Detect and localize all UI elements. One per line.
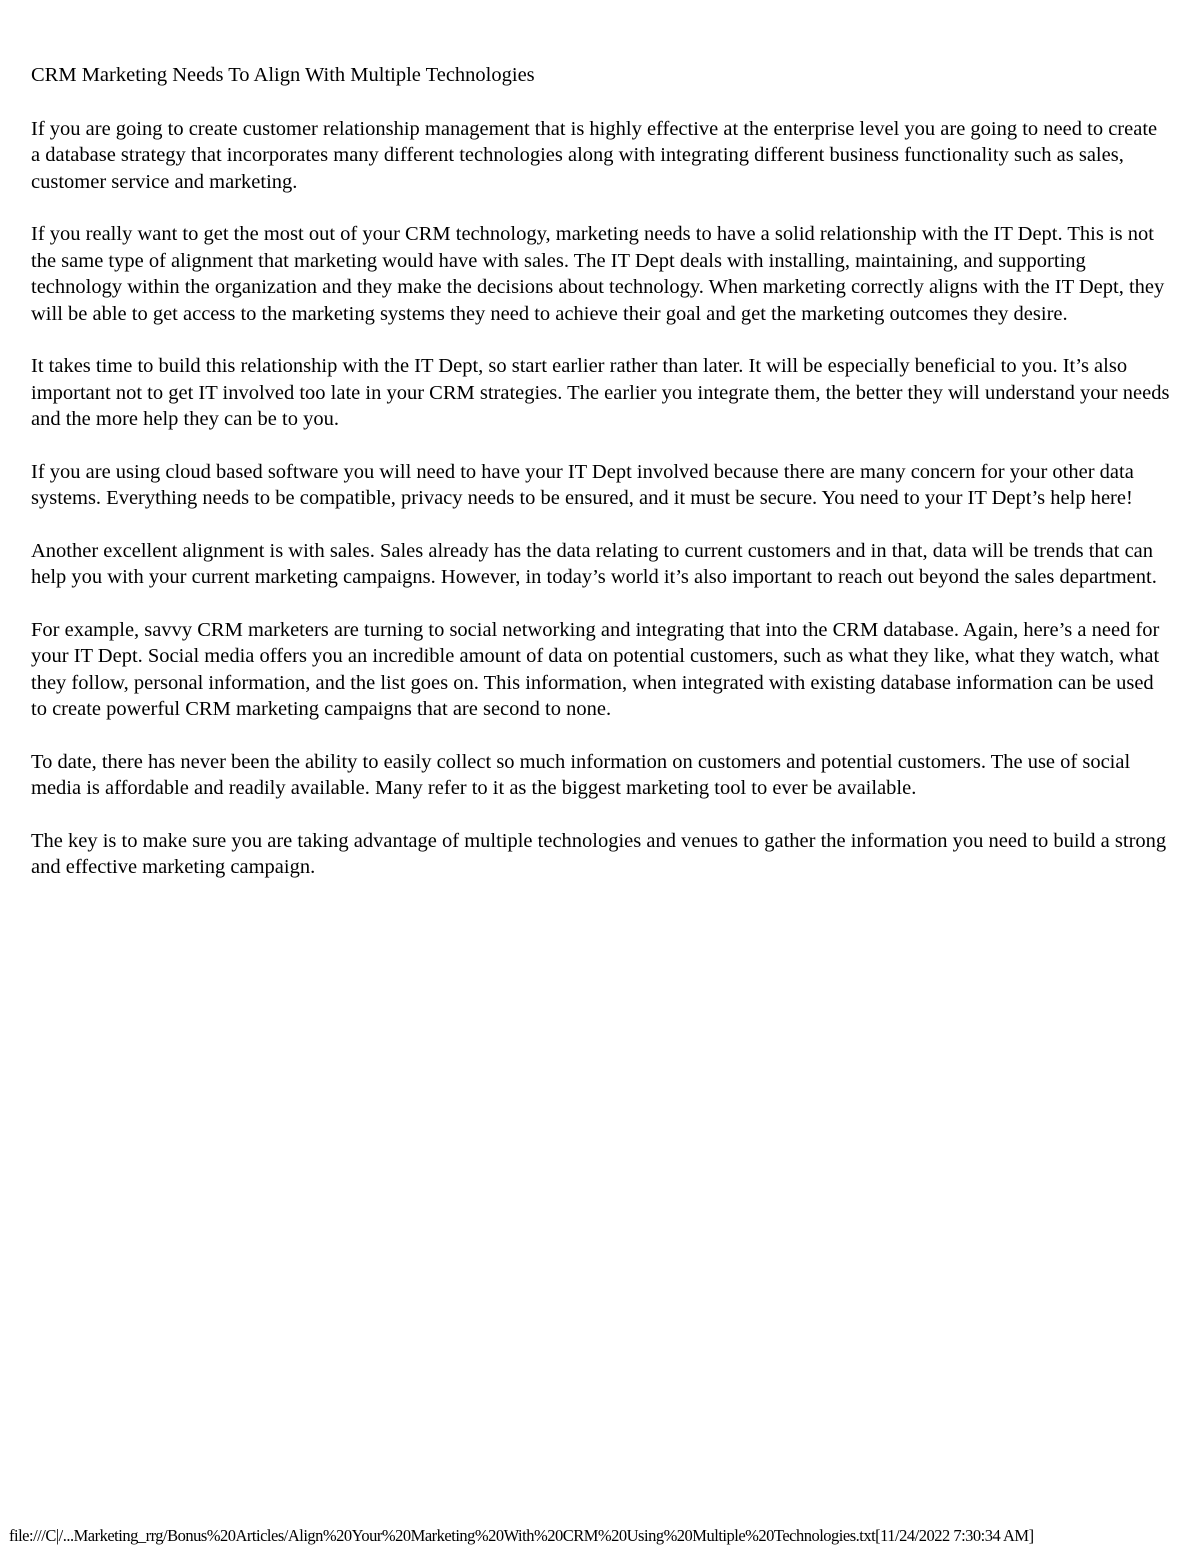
paragraph: If you are using cloud based software you will need to have your IT Dept involved because there are many concern for your other data systems. Everything needs to be compatible, privacy needs to be ensured, and it must be secure. You need to your IT Dept’s help here! — [31, 460, 1134, 509]
paragraph: For example, savvy CRM marketers are turning to social networking and integrating that into the CRM database. Again, here’s a need for your IT Dept. Social media offers you an incredible amount of data on potential customers, such as what they like, what they watch, what they follow, personal information, and the list goes on. This information, when integrated with existing database information can be used to create powerful CRM marketing campaigns that are second to none. — [31, 618, 1160, 720]
paragraph: Another excellent alignment is with sales. Sales already has the data relating to current customers and in that, data will be trends that can help you with your current marketing campaigns. However, in today’s world it’s also important to reach out beyond the sales department. — [31, 539, 1157, 588]
document-body — [31, 62, 1171, 907]
paragraph: To date, there has never been the ability to easily collect so much information on customers and potential customers. The use of social media is affordable and readily available. Many refer to it as the biggest marketing tool to ever be available. — [31, 750, 1131, 799]
print-footer-path: file:///C|/...Marketing_rrg/Bonus%20Articles/Align%20Your%20Marketing%20With%20CRM%20Using%20Multiple%20Technologies.txt[11/24/2022 7:30:34 AM] — [9, 1526, 1034, 1545]
paragraph: If you are going to create customer relationship management that is highly effective at the enterprise level you are going to need to create a database strategy that incorporates many different technologies along with integrating different business functionality such as sales, customer service and marketing. — [31, 117, 1158, 193]
paragraph: If you really want to get the most out of your CRM technology, marketing needs to have a solid relationship with the IT Dept. This is not the same type of alignment that marketing would have with sales. The IT Dept deals with installing, maintaining, and supporting technology within the organization and they make the decisions about technology. When marketing correctly aligns with the IT Dept, they will be able to get access to the marketing systems they need to achieve their goal and get the marketing outcomes they desire. — [31, 223, 1165, 325]
paragraph: It takes time to build this relationship with the IT Dept, so start earlier rather than later. It will be especially beneficial to you. It’s also important not to get IT involved too late in your CRM strategies. The earlier you integrate them, the better they will understand your needs and the more help they can be to you. — [31, 355, 1170, 430]
document-title: CRM Marketing Needs To Align With Multiple Technologies — [31, 64, 535, 86]
paragraph: The key is to make sure you are taking advantage of multiple technologies and venues to gather the information you need to build a strong and effective marketing campaign. — [31, 829, 1167, 878]
